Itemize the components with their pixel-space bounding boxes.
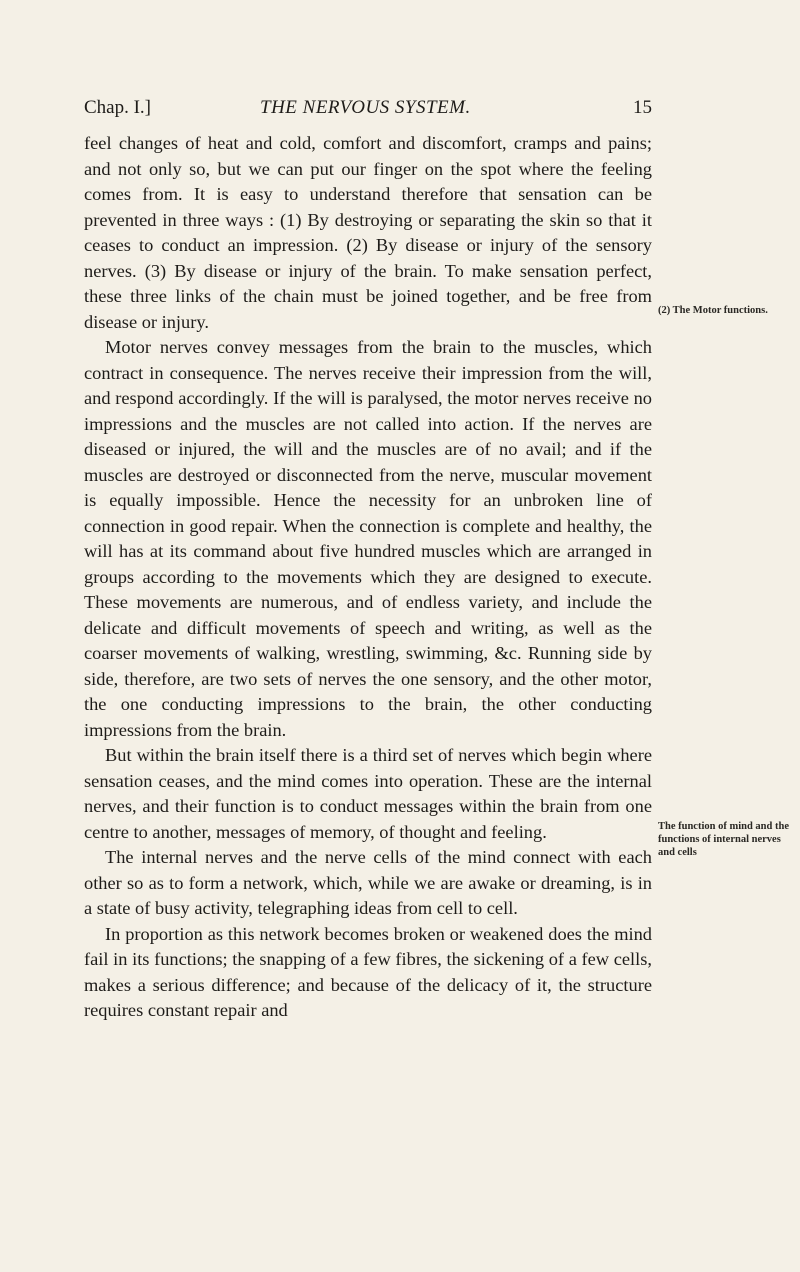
paragraph-motor-nerves: Motor nerves convey messages from the brain to the muscles, which contract in consequence. The nerves receive their impression from the will, and respond accordingly. If the will is paralysed, the motor nerves receive no impressions and the muscles are not called into action. If the nerves are diseased or injured, the will and the muscles are of no avail; and if the muscles are destroyed or disconnected from the nerve, muscular movement is equally impossible. Hence the necessity for an unbroken line of connection in good repair. When the connection is complete and healthy, the will has at its command about five hundred muscles which are arranged in groups according to the movements which they are designed to execute. These movements are numerous, and of endless variety, and include the delicate and difficult movements of speech and writing, as well as the coarser movements of walking, wrestling, swimming, &c. Running side by side, therefore, are two sets of nerves the one sensory, and the other motor, the one conducting impressions to the brain, the other conducting impressions from the brain. <box>84 337 652 740</box>
page-number: 15 <box>633 97 652 118</box>
running-header <box>84 97 652 123</box>
paragraph-sensation: feel changes of heat and cold, comfort and discomfort, cramps and pains; and not only so, but we can put our finger on the spot where the feeling comes from. It is easy to understand therefore that sensation can be prevented in three ways : (1) By destroying or separating the skin so that it ceases to conduct an impression. (2) By disease or injury of the sensory nerves. (3) By disease or injury of the brain. To make sensation perfect, these three links of the chain must be joined together, and be free from disease or injury. <box>84 133 652 332</box>
body-text <box>84 131 652 1024</box>
paragraph-network: The internal nerves and the nerve cells of the mind connect with each other so as to form a network, which, while we are awake or dreaming, is in a state of busy activity, telegraphing ideas from cell to cell. <box>84 847 652 918</box>
margin-note-internal-nerves: The function of mind and the functions of internal nerves and cells <box>658 821 789 858</box>
running-title: THE NERVOUS SYSTEM. <box>260 97 471 118</box>
paragraph-repair: In proportion as this network becomes broken or weakened does the mind fail in its functions; the snapping of a few fibres, the sickening of a few cells, makes a serious difference; and because of the delicacy of it, the structure requires constant repair and <box>84 923 652 1020</box>
margin-note-motor: (2) The Motor functions. <box>658 305 768 316</box>
chapter-label: Chap. I.] <box>84 97 152 118</box>
paragraph-internal-nerves: But within the brain itself there is a third set of nerves which begin where sensation ceases, and the mind comes into operation. These are the internal nerves, and their function is to conduct messages within the brain from one centre to another, messages of memory, of thought and feeling. <box>84 745 652 842</box>
